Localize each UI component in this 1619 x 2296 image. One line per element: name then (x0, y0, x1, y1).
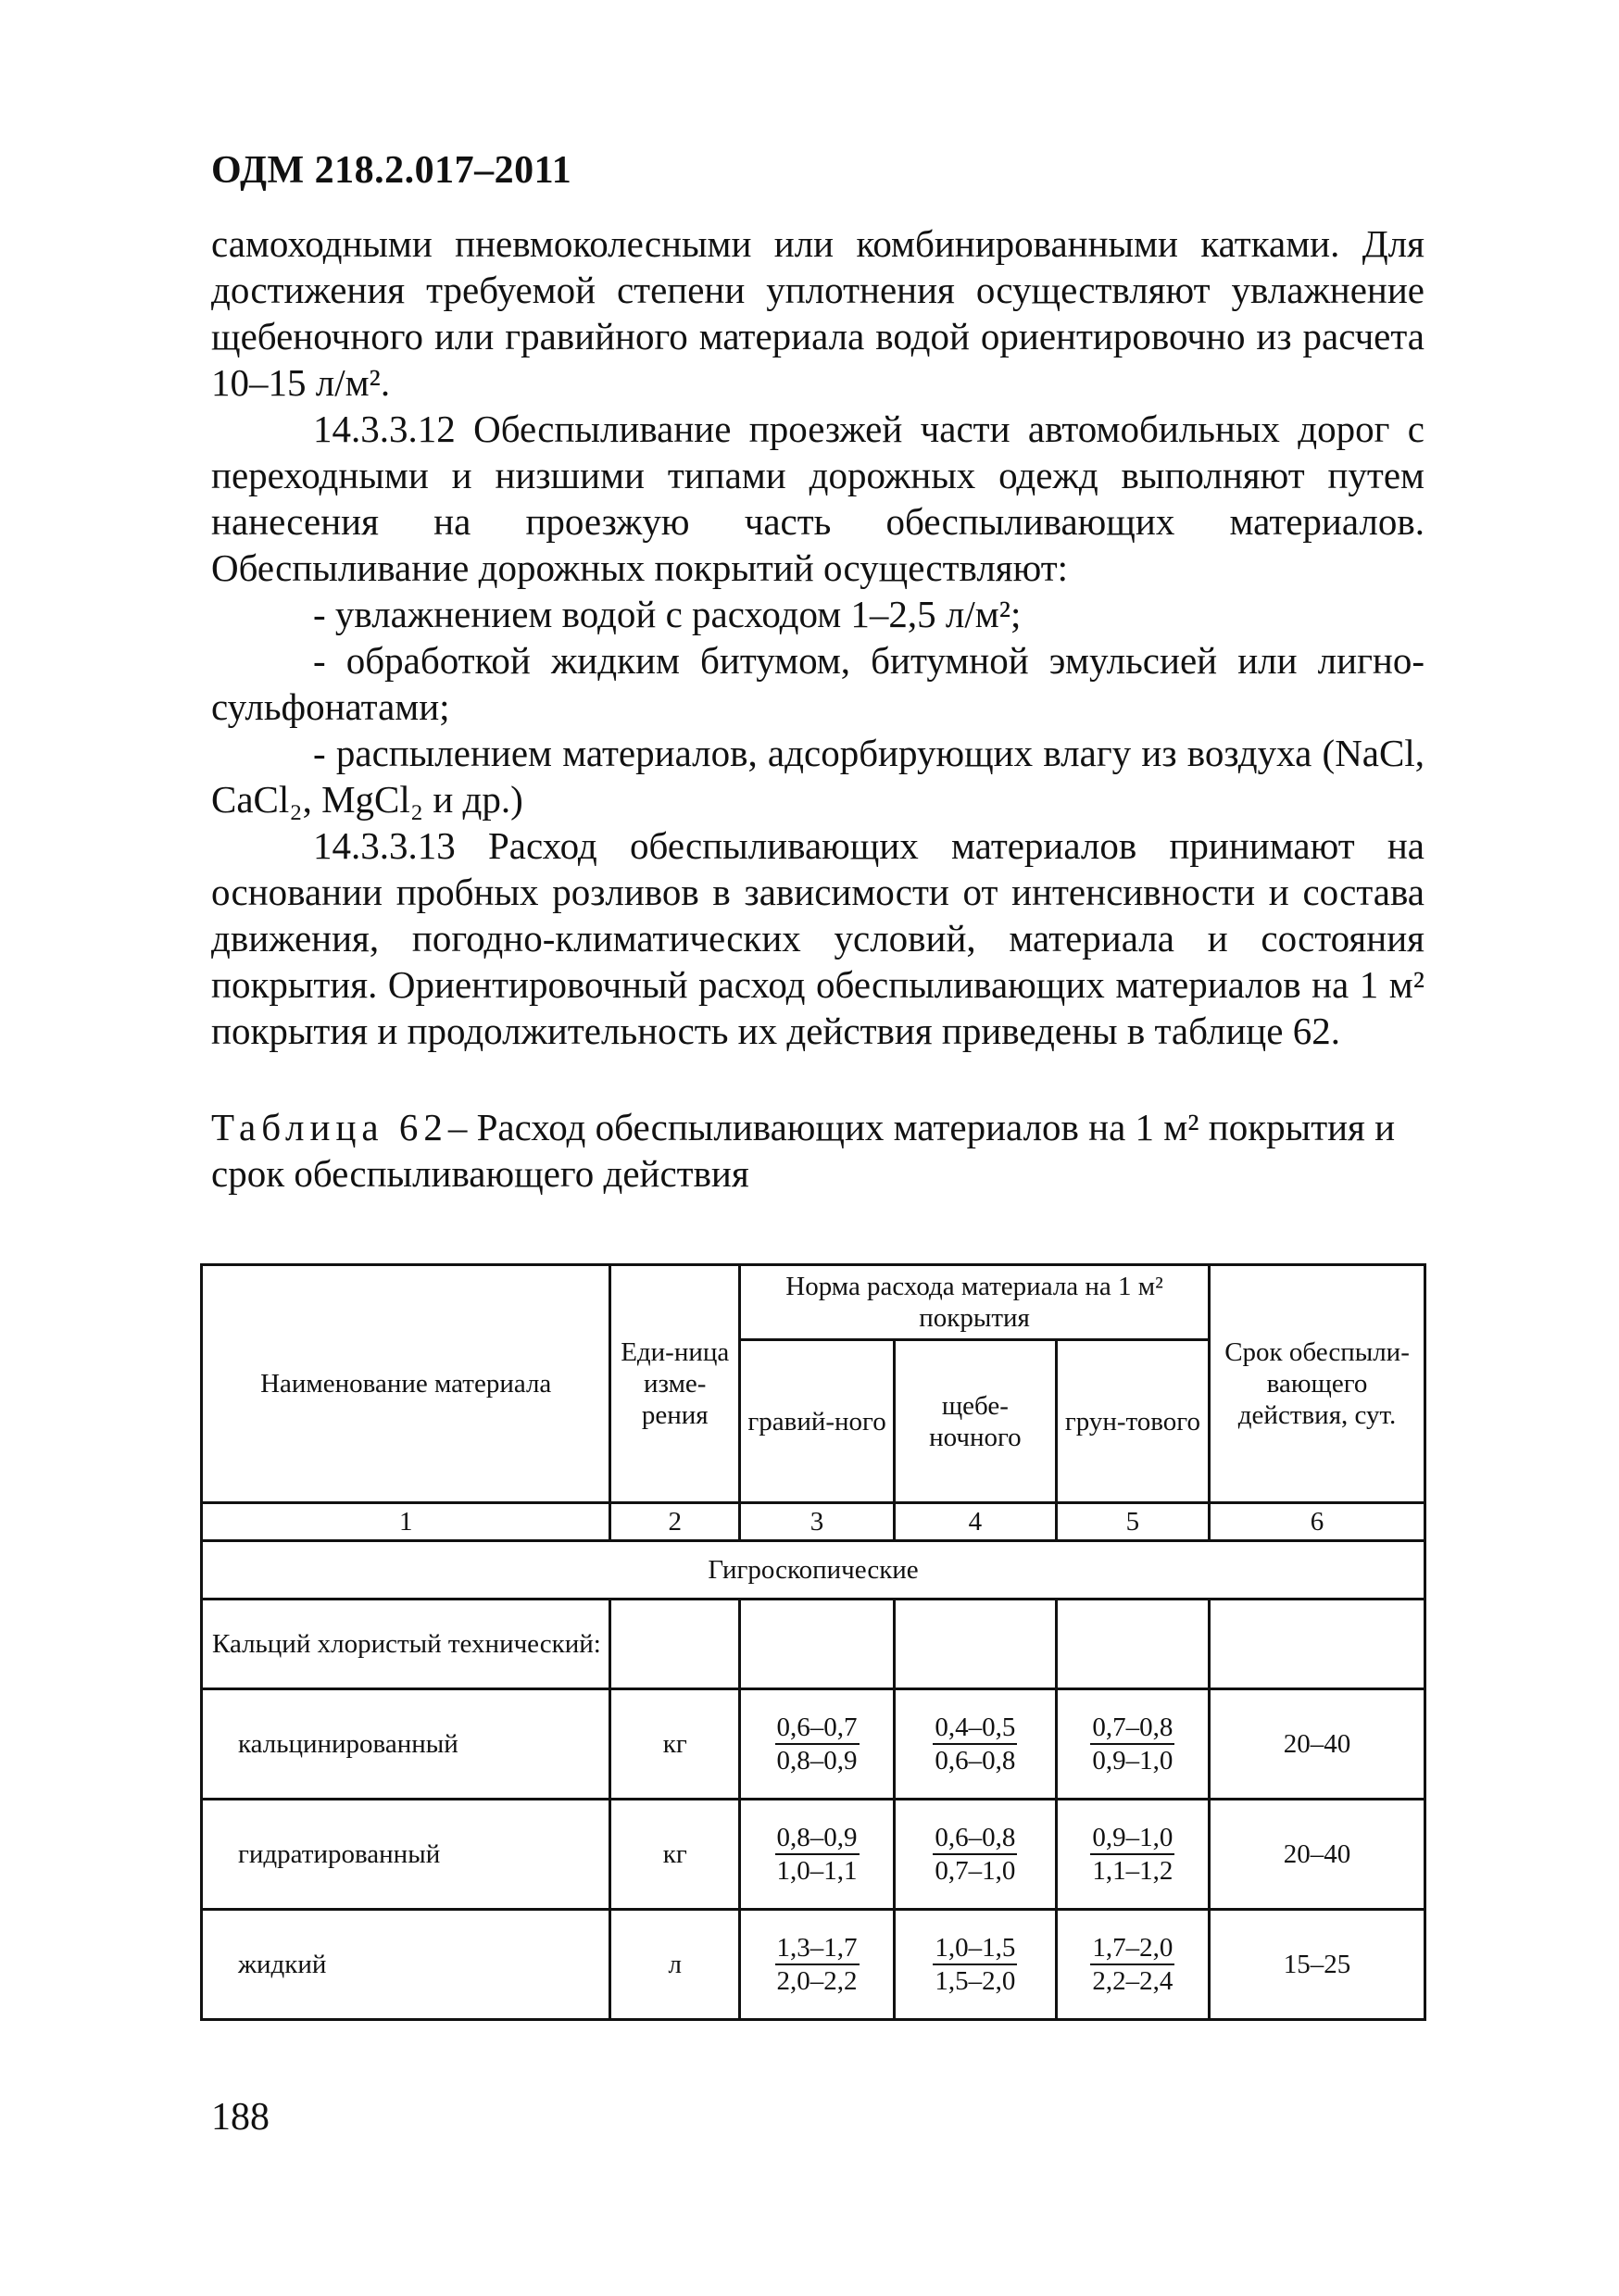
soil-cell (1056, 1800, 1209, 1910)
empty-cell (1210, 1600, 1425, 1689)
fraction-top: 0,7–0,8 (1090, 1712, 1174, 1745)
document-code: ОДМ 218.2.017–2011 (211, 149, 572, 192)
crushed-cell (895, 1689, 1057, 1800)
table-row (202, 1800, 1425, 1910)
consumption-table (200, 1263, 1426, 2021)
gravel-cell (740, 1689, 895, 1800)
table-row (202, 1600, 1425, 1689)
empty-cell (1056, 1600, 1209, 1689)
header-duration: Срок обеспыли-вающего действия, сут. (1210, 1265, 1425, 1503)
clause-number: 14.3.3.12 (313, 408, 456, 450)
fraction-bottom: 0,7–1,0 (935, 1856, 1016, 1886)
crushed-cell (895, 1910, 1057, 2020)
gravel-cell (740, 1910, 895, 2020)
header-unit: Еди-ница изме-рения (610, 1265, 740, 1503)
table-caption (211, 1104, 1424, 1197)
material-group-cell: Кальций хлористый технический: (202, 1600, 610, 1689)
header-soil: грун-тового (1056, 1340, 1209, 1503)
table-title: – Расход обеспыливающих материалов на 1 м² покрытия и срок обеспыливающего действия (211, 1106, 1396, 1195)
header-material: Наименование материала (202, 1265, 610, 1503)
paragraph-continuation: самоходными пневмоколесными или комбинированными катками. Для достижения требуемой степени уплотнения осуществляют увлажнение щебеночного или гравийного материала водой ориентировочно из расчета 10–15 л/м². (211, 222, 1424, 404)
fraction-top: 0,8–0,9 (775, 1822, 860, 1855)
fraction-bottom: 1,0–1,1 (776, 1856, 858, 1886)
clause-text: Обеспыливание проезжей части автомобильных дорог с переходными и низшими типами дорожных одежд выполняют путем нанесения на проезжую часть обеспыливающих материалов. Обеспыливание дорожных покрытий осуществляют: (211, 408, 1424, 589)
table-row (202, 1689, 1425, 1800)
fraction-top: 1,7–2,0 (1090, 1932, 1174, 1965)
soil-cell (1056, 1689, 1209, 1800)
list-item-water: - увлажнением водой с расходом 1–2,5 л/м²; (313, 593, 1022, 635)
list-item-spray: - распылением материалов, адсорбирующих влагу из воздуха (NaCl, CaCl₂, MgCl₂ и др.) (211, 732, 1424, 821)
fraction-bottom: 0,6–0,8 (935, 1746, 1016, 1775)
column-number: 5 (1056, 1503, 1209, 1541)
fraction-bottom: 2,2–2,4 (1092, 1966, 1173, 1996)
table-header-row (202, 1265, 1425, 1340)
column-number-row (202, 1503, 1425, 1541)
table-row (202, 1910, 1425, 2020)
empty-cell (740, 1600, 895, 1689)
paragraph-14-3-3-12 (211, 406, 1424, 591)
fraction-bottom: 1,1–1,2 (1092, 1856, 1173, 1886)
column-number: 3 (740, 1503, 895, 1541)
body-text (211, 220, 1424, 1054)
header-norm-group: Норма расхода материала на 1 м² покрытия (740, 1265, 1210, 1340)
column-number: 4 (895, 1503, 1057, 1541)
empty-cell (895, 1600, 1057, 1689)
clause-text: Расход обеспыливающих материалов принимают на основании пробных розливов в зависимости от интенсивности и состава движения, погодно-климатических условий, материала и состояния покрытия. Ориентировочный расход обеспыливающих материалов на 1 м² покрытия и продолжительность их действия приведены в таблице 62. (211, 824, 1424, 1052)
material-name: гидратированный (202, 1800, 610, 1910)
group-row (202, 1541, 1425, 1600)
material-name: кальцинированный (202, 1689, 610, 1800)
paragraph-14-3-3-13 (211, 822, 1424, 1054)
fraction-bottom: 0,9–1,0 (1092, 1746, 1173, 1775)
table-label: Таблица 62 (211, 1106, 448, 1148)
column-number: 1 (202, 1503, 610, 1541)
empty-cell (610, 1600, 740, 1689)
gravel-cell (740, 1800, 895, 1910)
fraction-bottom: 1,5–2,0 (935, 1966, 1016, 1996)
header-crushed: щебе-ночного (895, 1340, 1057, 1503)
page-number: 188 (211, 2096, 270, 2139)
fraction-top: 0,6–0,7 (775, 1712, 860, 1745)
list-item-bitumen: - обработкой жидким битумом, битумной эмульсией или лигно-сульфонатами; (211, 639, 1424, 728)
fraction-top: 1,0–1,5 (933, 1932, 1017, 1965)
column-number: 2 (610, 1503, 740, 1541)
duration-cell: 20–40 (1210, 1689, 1425, 1800)
column-number: 6 (1210, 1503, 1425, 1541)
fraction-bottom: 2,0–2,2 (776, 1966, 858, 1996)
group-label: Гигроскопические (202, 1541, 1425, 1600)
duration-cell: 20–40 (1210, 1800, 1425, 1910)
fraction-top: 0,6–0,8 (933, 1822, 1017, 1855)
unit-cell: кг (610, 1800, 740, 1910)
fraction-top: 1,3–1,7 (775, 1932, 860, 1965)
header-gravel: гравий-ного (740, 1340, 895, 1503)
unit-cell: л (610, 1910, 740, 2020)
unit-cell: кг (610, 1689, 740, 1800)
fraction-top: 0,9–1,0 (1090, 1822, 1174, 1855)
material-name: жидкий (202, 1910, 610, 2020)
fraction-bottom: 0,8–0,9 (776, 1746, 858, 1775)
duration-cell: 15–25 (1210, 1910, 1425, 2020)
clause-number: 14.3.3.13 (313, 824, 456, 867)
crushed-cell (895, 1800, 1057, 1910)
fraction-top: 0,4–0,5 (933, 1712, 1017, 1745)
soil-cell (1056, 1910, 1209, 2020)
